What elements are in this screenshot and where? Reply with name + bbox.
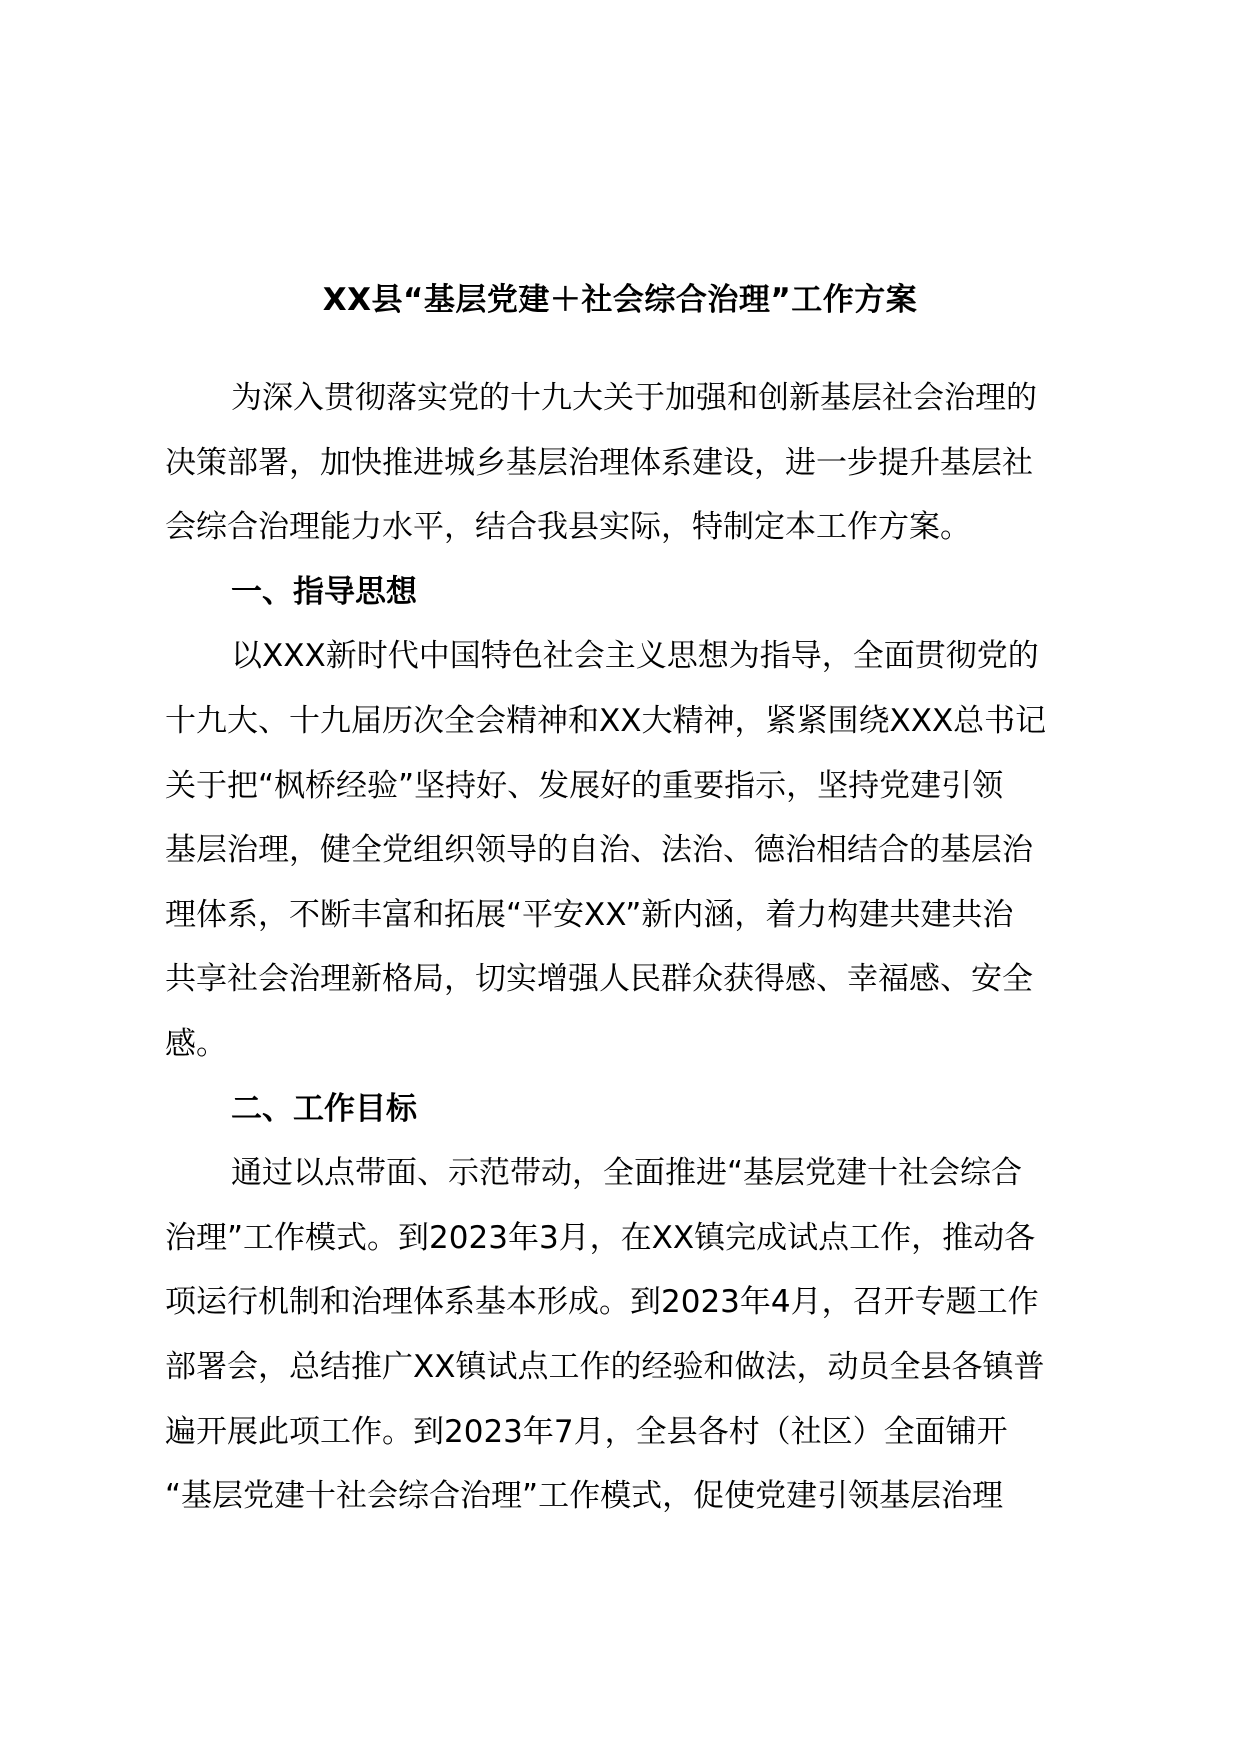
paragraph-line: 基层治理，健全党组织领导的自治、法治、德治相结合的基层治 <box>165 832 1033 869</box>
document-title: XX县“基层党建＋社会综合治理”工作方案 <box>322 282 918 318</box>
paragraph-line: 感。 <box>165 1025 227 1062</box>
paragraph-line: 遍开展此项工作。到2023年7月，全县各村（社区）全面铺开 <box>165 1413 1008 1450</box>
paragraph-line: 通过以点带面、示范带动，全面推进“基层党建十社会综合 <box>231 1155 1023 1192</box>
paragraph-line: 为深入贯彻落实党的十九大关于加强和创新基层社会治理的 <box>231 380 1037 416</box>
paragraph-line: 项运行机制和治理体系基本形成。到2023年4月，召开专题工作 <box>165 1284 1039 1321</box>
paragraph-line: “基层党建十社会综合治理”工作模式，促使党建引领基层治理 <box>165 1478 1004 1515</box>
paragraph-line: 会综合治理能力水平，结合我县实际，特制定本工作方案。 <box>165 509 971 546</box>
paragraph-line: 理体系，不断丰富和拓展“平安XX”新内涵，着力构建共建共治 <box>165 896 1014 933</box>
paragraph-line: 以XXX新时代中国特色社会主义思想为指导，全面贯彻党的 <box>231 638 1039 675</box>
section-heading-guiding-ideology: 一、指导思想 <box>231 573 417 610</box>
paragraph-line: 十九大、十九届历次全会精神和XX大精神，紧紧围绕XXX总书记 <box>165 702 1047 739</box>
paragraph-line: 关于把“枫桥经验”坚持好、发展好的重要指示，坚持党建引领 <box>165 767 1004 804</box>
paragraph-line: 共享社会治理新格局，切实增强人民群众获得感、幸福感、安全 <box>165 961 1033 998</box>
paragraph-line: 治理”工作模式。到2023年3月，在XX镇完成试点工作，推动各 <box>165 1219 1036 1256</box>
section-heading-work-goals: 二、工作目标 <box>231 1090 417 1127</box>
paragraph-line: 决策部署，加快推进城乡基层治理体系建设，进一步提升基层社 <box>165 444 1033 481</box>
document-body <box>165 366 1115 1529</box>
paragraph-line: 部署会，总结推广XX镇试点工作的经验和做法，动员全县各镇普 <box>165 1348 1045 1385</box>
